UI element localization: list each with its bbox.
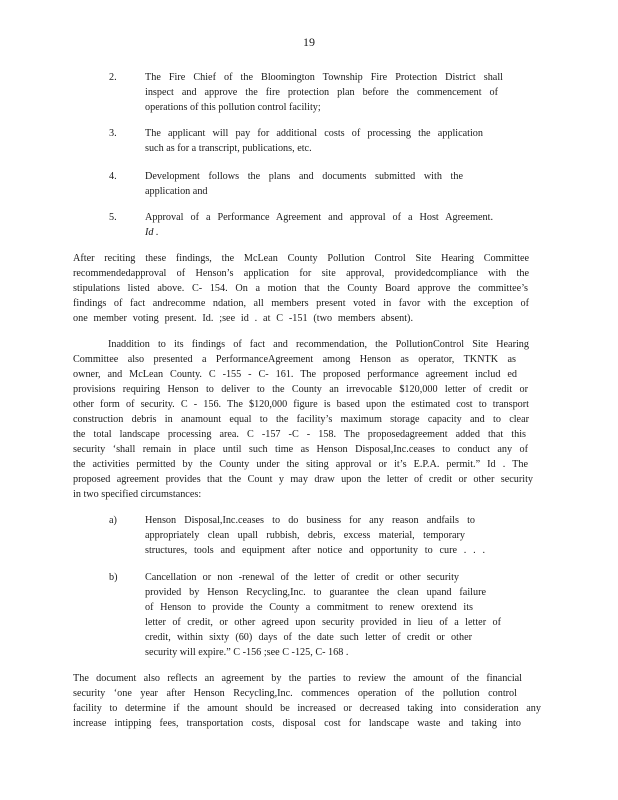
circumstance-letter: b) [109,572,118,583]
condition-line: inspect and approve the fire protection plan before the commencement of [145,87,498,98]
paragraph-line: security ‘shall remain in place until such time as Henson Disposal,Inc.ceases to conduct any of [73,444,528,455]
condition-line: Id . [145,227,159,238]
condition-line: Development follows the plans and documents submitted with the [145,171,463,182]
paragraph-line: construction debris in anamount equal to the facility’s maximum storage capacity and to clear [73,414,529,425]
circumstance-line: structures, tools and equipment after notice and opportunity to cure . . . [145,545,485,556]
page-number: 19 [303,35,315,49]
circumstance-line: provided by Henson Recycling,Inc. to guarantee the clean upand failure [145,587,486,598]
paragraph-line: provisions requiring Henson to deliver to the County an irrevocable $120,000 letter of credit or [73,384,528,395]
circumstance-line: security will expire.” C -156 ;see C -125, C- 168 . [145,647,349,658]
paragraph-line: proposed agreement provides that the Count y may draw upon the letter of credit or other security [73,474,533,485]
paragraph-line: Inaddition to its findings of fact and recommendation, the PollutionControl Site Hearing [108,339,529,350]
paragraph-line: the total landscape processing area. C -157 -C - 158. The proposedagreement added that this [73,429,526,440]
circumstance-line: of Henson to provide the County a commitment to renew orextend its [145,602,473,613]
circumstance-line: credit, within sixty (60) days of the date such letter of credit or other [145,632,472,643]
paragraph-line: security ‘one year after Henson Recycling,Inc. commences operation of the pollution control [73,688,517,699]
condition-number: 4. [109,171,117,182]
condition-line: operations of this pollution control facility; [145,102,321,113]
paragraph-line: owner, and McLean County. C -155 - C- 161. The proposed performance agreement includ ed [73,369,517,380]
paragraph-line: findings of fact andrecomme ndation, all members present voted in favor with the exception of [73,298,529,309]
circumstance-line: appropriately clean upall rubbish, debris, excess material, temporary [145,530,465,541]
paragraph-line: the activities permitted by the County under the siting approval or it’s E.P.A. permit.” Id . The [73,459,528,470]
paragraph-line: recommendedapproval of Henson’s application for site approval, providedcompliance with the [73,268,529,279]
circumstance-line: Henson Disposal,Inc.ceases to do business for any reason andfails to [145,515,475,526]
circumstance-line: letter of credit, or other agreed upon security provided in lieu of a letter of [145,617,501,628]
circumstance-letter: a) [109,515,117,526]
paragraph-line: stipulations listed above. C- 154. On a motion that the County Board approve the committee’s [73,283,528,294]
condition-line: such as for a transcript, publications, etc. [145,143,312,154]
paragraph-line: facility to determine if the amount should be increased or decreased taking into consideration any [73,703,541,714]
paragraph-line: other form of security. C - 156. The $120,000 figure is based upon the estimated cost to transport [73,399,529,410]
condition-number: 3. [109,128,117,139]
paragraph-line: Committee also presented a PerformanceAgreement among Henson as operator, TKNTK as [73,354,516,365]
paragraph-line: increase intipping fees, transportation costs, disposal cost for landscape waste and taking into [73,718,521,729]
condition-line: The Fire Chief of the Bloomington Township Fire Protection District shall [145,72,503,83]
paragraph-line: in two specified circumstances: [73,489,202,500]
paragraph-line: one member voting present. Id. ;see id . at C -151 (two members absent). [73,313,413,324]
paragraph-line: After reciting these findings, the McLean County Pollution Control Site Hearing Committee [73,253,529,264]
condition-number: 5. [109,212,117,223]
condition-line: application and [145,186,208,197]
circumstance-line: Cancellation or non -renewal of the letter of credit or other security [145,572,459,583]
condition-line: Approval of a Performance Agreement and approval of a Host Agreement. [145,212,493,223]
condition-number: 2. [109,72,117,83]
paragraph-line: The document also reflects an agreement by the parties to review the amount of the financial [73,673,522,684]
condition-line: The applicant will pay for additional costs of processing the application [145,128,483,139]
